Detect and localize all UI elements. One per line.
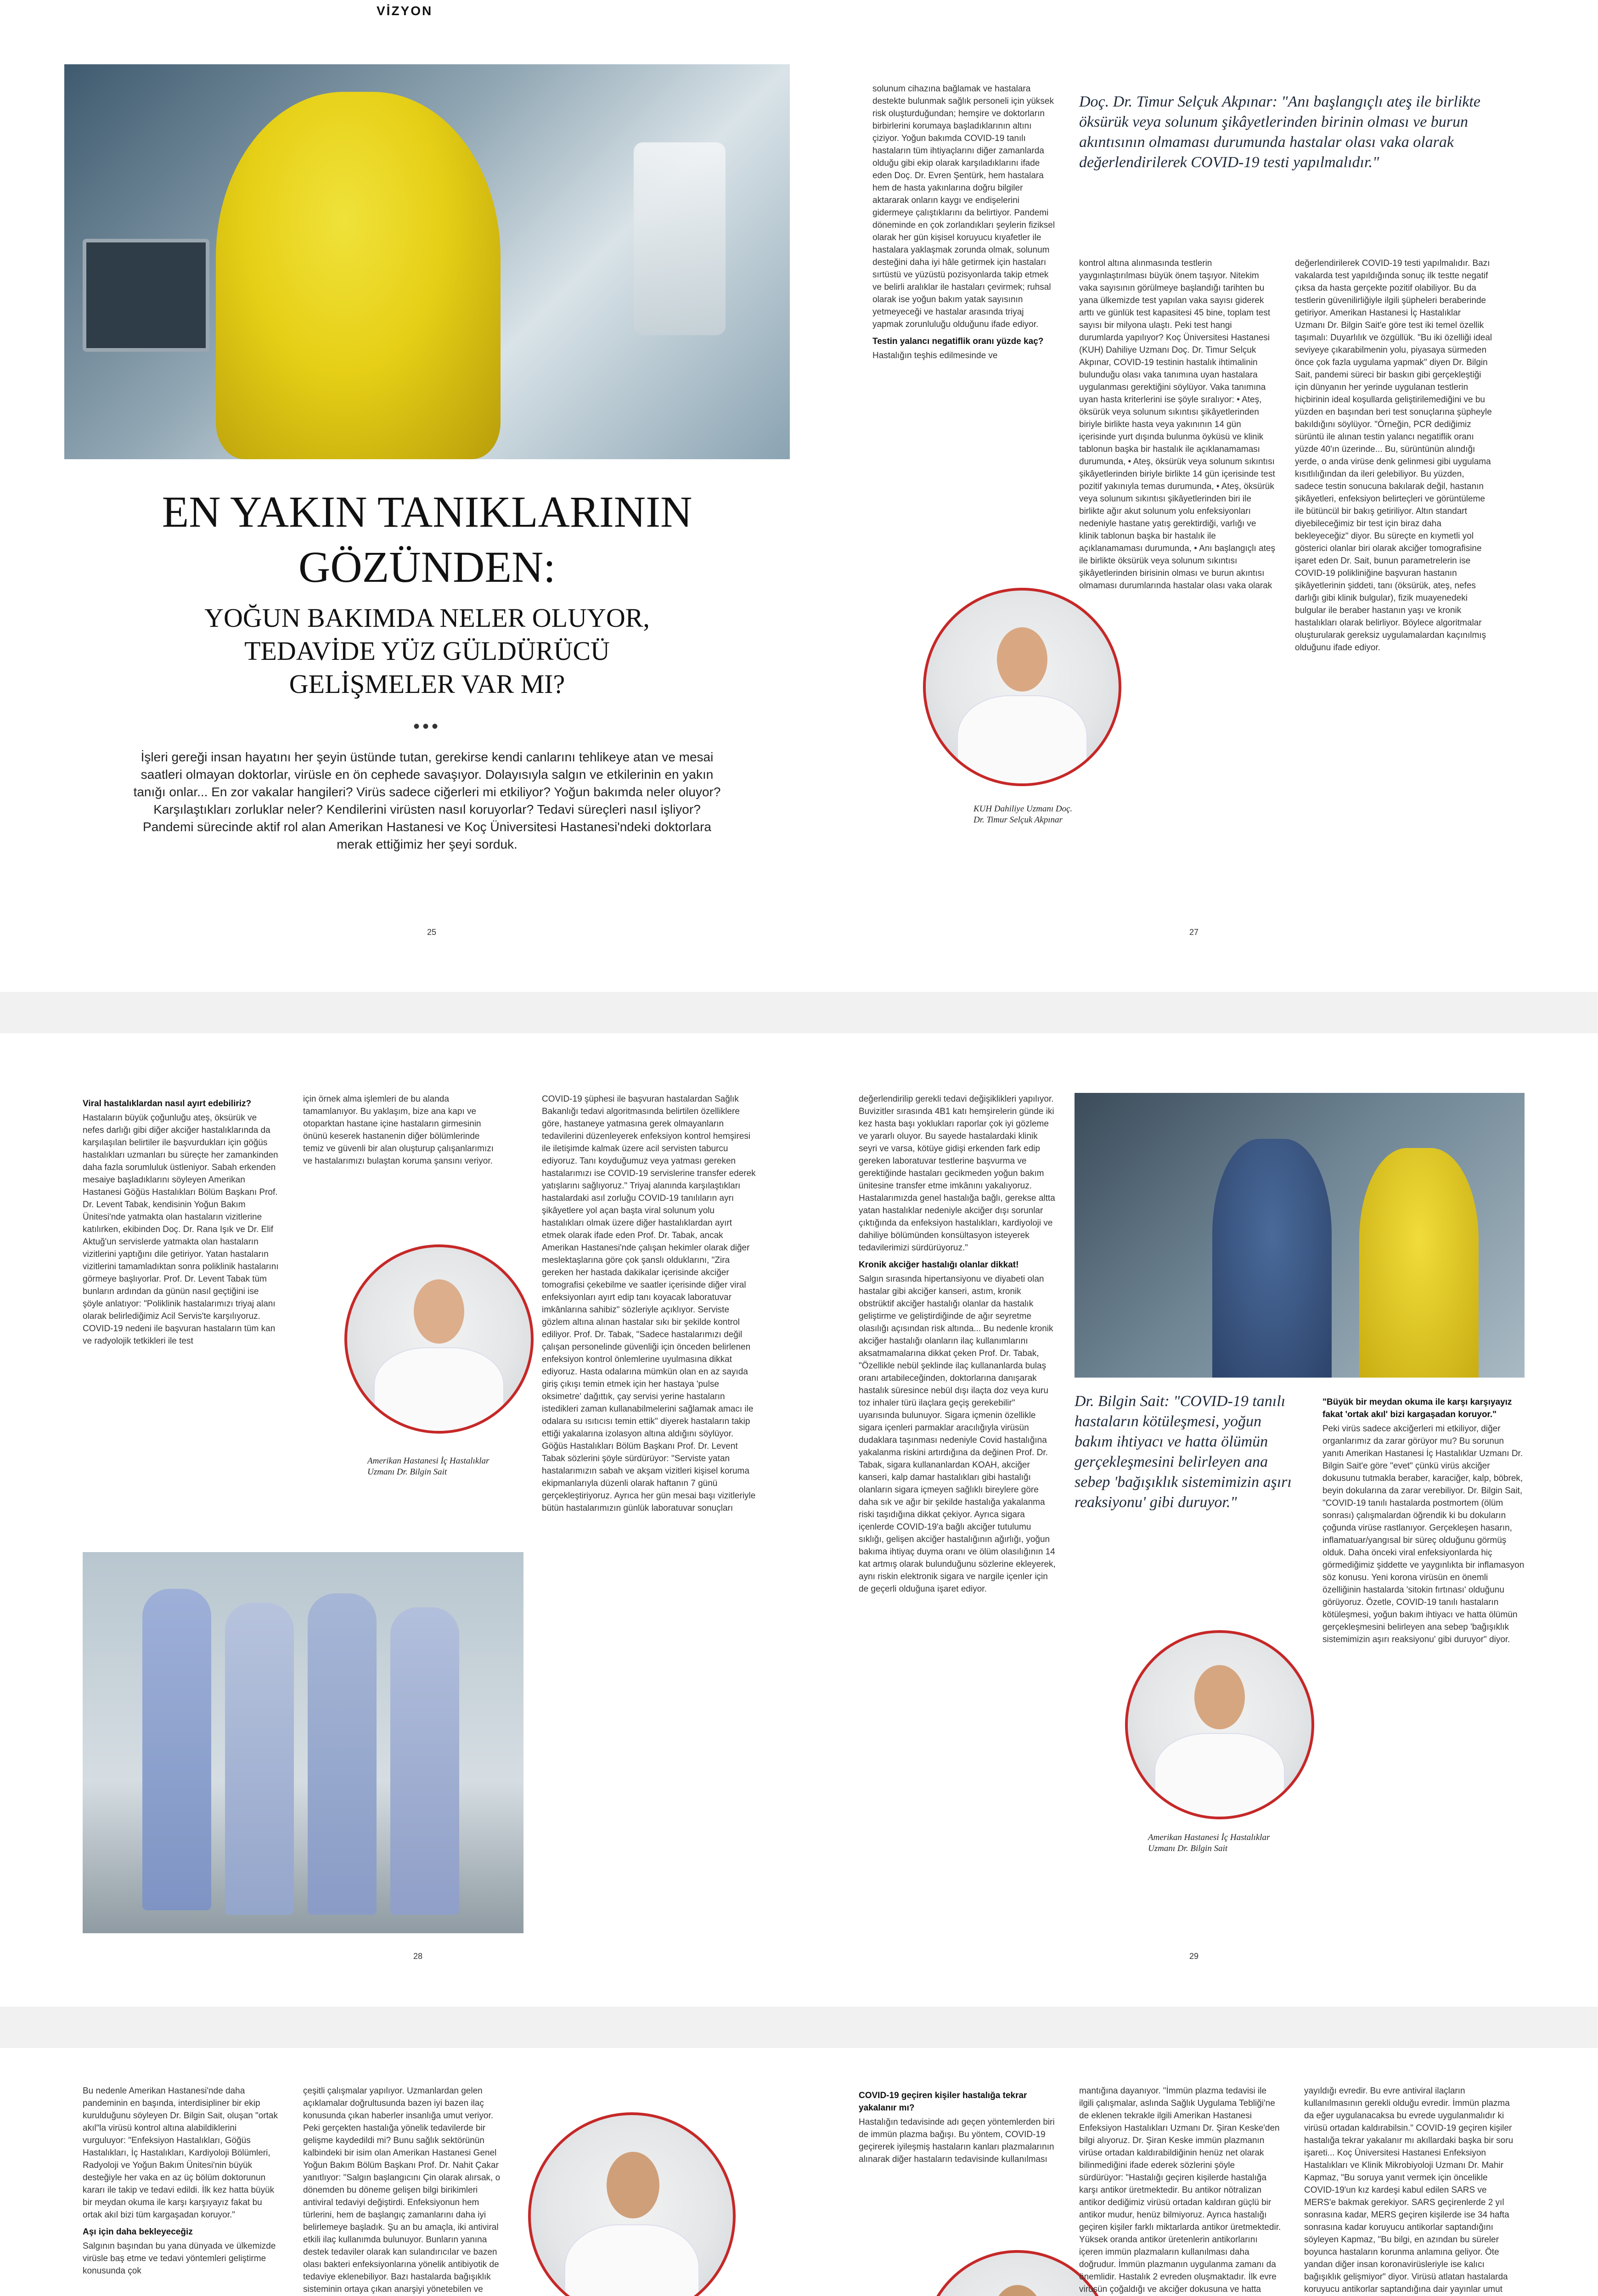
doctor-portrait-kapmaz	[528, 2112, 736, 2296]
article-column	[1322, 1391, 1525, 1942]
portrait-head-shape	[992, 2285, 1043, 2296]
icu-hero-photo	[64, 64, 790, 459]
subheading: Kronik akciğer hastalığı olanlar dikkat!	[859, 1260, 1019, 1270]
article-column	[1304, 2085, 1520, 2296]
spread-pages-25-27	[64, 28, 1543, 983]
article-title-line1: EN YAKIN TANIKLARININ	[162, 487, 692, 536]
portrait-coat-shape	[375, 1348, 503, 1434]
medical-team-ppe-photo	[83, 1552, 523, 1933]
page-number-left: 25	[427, 928, 437, 937]
doctor-figure	[216, 92, 501, 459]
person-ppe-2	[225, 1603, 294, 1915]
portrait-caption: Amerikan Hastanesi İç Hastalıklar Uzmanı Dr. Bilgin Sait	[1148, 1833, 1270, 1853]
spread-gap	[0, 2007, 1598, 2048]
person-ppe-4	[390, 1607, 459, 1915]
person-ppe-1	[142, 1589, 211, 1910]
article-column	[859, 1093, 1056, 1938]
paragraph: çeşitli çalışmalar yapılıyor. Uzmanlardan gelen açıklamalar doğrultusunda bazen iyi bazen ilaç konusunda çıkan haberler insanlığa umut veriyor. Peki gerçekten hastalığa yönelik tedavilerde bir gelişme kaydedildi mi? Bunu sağlık sektörünün kalbindeki bir isim olan Amerikan Hastanesi Genel Yoğun Bakım Bölüm Başkanı Prof. Dr. Nahit Çakar yanıtlıyor: "Salgın başlangıcını Çin olarak alırsak, o dönemden bu döneme gelişen bilgi birikimleri antiviral tedaviyi değiştirdi. Enfeksiyonun hem türlerini, hem de başlangıç zamanlarını daha iyi belirlemeye başladık. Şu an bu amaçla, iki antiviral etkili ilaç kullanımda bulunuyor. Bunların yanına destek tedaviler olarak kan sulandırıcılar ve bazen olası bakteri enfeksiyonlarına yönelik antibiyotik de tedaviye eklenebiliyor. Bazı hastalarda bağışıklık sisteminin ortaya çıkan anarşiyi yönetebilen ve	[303, 2086, 501, 2294]
portrait-coat-shape	[958, 696, 1086, 786]
doctor-portrait-sait	[1125, 1630, 1314, 1819]
spread-pages-30-31	[64, 2066, 1543, 2296]
paragraph: değerlendirilerek COVID-19 testi yapılmalıdır. Bazı vakalarda test yapıldığında sonuç ilk testte negatif çıksa da hasta gerçekte pozitif olabiliyor. Bu da testlerin güvenilirliğiyle ilgili şüpheleri beraberinde getiriyor. Amerikan Hastanesi İç Hastalıklar Uzmanı Dr. Bilgin Sait'e göre test iki temel özellik taşımalı: Duyarlılık ve özgüllük. "Bu iki özelliği ideal seviyeye çıkarabilmenin yolu, piyasaya sürmeden önce çok fazla uygulama yapmak" diyen Dr. Bilgin Sait, pandemi süreci bir baskın gibi gerçekleştiği için dünyanın her yerinde uygulanan testlerin hiçbirinin ideal koşullarda geliştirilemediğini ve bu yüzden en başından beri test sonuçlarına şüpheyle bakıldığını söylüyor. "Örneğin, PCR dediğimiz sürüntü ile alınan testin yalancı negatiflik oranı yüzde 40'ın üzerinde... Bu, sürüntünün alındığı yerde, o anda virüse denk gelinmesi gibi uygulama kısıtlılığından da ileri gelebiliyor. Bu yüzden, sadece testin sonucuna bakılarak değil, hastanın şikâyetleri, enfeksiyon belirteçleri ve görüntüleme ile bütüncül bir bakış getiriliyor. Altın standart diyebileceğimiz bir test için biraz daha bekleyeceğiz" diyor. Bu süreçte en kıymetli yol gösterici olanlar biri olarak akciğer tomografisine işaret eden Dr. Sait, bunun parametrelerin ise COVID-19 polikliniğine başvuran hastanın şikâyetlerinin şiddeti, tanı (öksürük, ateş, nefes darlığı gibi klinik bulgular), fizik muayenedeki bulgular ile beraber hastanın yaşı ve kronik hastalıkları olarak belirliyor. Böylece algoritmalar oluşturularak gereksiz uygulamalardan kaçınılmış olduğunu ifade ediyor.	[1295, 259, 1492, 653]
article-column	[1079, 257, 1277, 928]
article-column	[542, 1093, 758, 1933]
article-column	[83, 2085, 280, 2296]
subheading: Viral hastalıklardan nasıl ayırt edebiliriz?	[83, 1099, 252, 1109]
subheading: Aşı için daha bekleyeceğiz	[83, 2227, 193, 2237]
page-number-right: 29	[1189, 1952, 1199, 1961]
subheading: "Büyük bir meydan okuma ile karşı karşıyayız fakat 'ortak akıl' bizi kargaşadan koruyor."	[1322, 1397, 1512, 1419]
paragraph: yayıldığı evredir. Bu evre antiviral ilaçların kullanılmasının gerekli olduğu evredir. İmmün plazma da eğer uygulanacaksa bu evrede uygulanmalıdır ki virüsü ortadan kaldırabilsin." COVID-19 geçiren kişiler hastalığa tekrar yakalanır mı akıllardaki başka bir soru işareti... Koç Üniversitesi Hastanesi Enfeksiyon Hastalıkları ve Klinik Mikrobiyoloji Uzmanı Dr. Mahir Kapmaz, "Bu soruya yanıt vermek için öncelikle COVID-19'un kız kardeşi kabul edilen SARS ve MERS'e bakmak gerekiyor. SARS geçirenlerde 2 yıl sonrasına kadar, MERS geçiren kişilerde ise 34 hafta sonrasına kadar koruyucu antikorlar saptandığını söyleyen Kapmaz, "Bu bilgi, en azından bu süreler boyunca hastaların korunma anlamına geliyor. Öte yandan diğer insan koronavirüsleriyle ise kalıcı bağışıklık gelişmiyor" diyor. Virüsü atlatan hastalarda koruyucu antikorlar saptandığına dair yayınlar umut	[1304, 2086, 1514, 2294]
paragraph: Hastalığın teşhis edilmesinde ve	[872, 351, 998, 360]
page-number-left: 28	[413, 1952, 423, 1961]
portrait-head-shape	[414, 1279, 464, 1344]
portrait-head-shape	[607, 2152, 659, 2218]
spread-gap	[0, 992, 1598, 1033]
monitor-shape	[83, 239, 209, 352]
article-column	[83, 1093, 280, 1557]
portrait-head-shape	[1194, 1665, 1245, 1729]
doctor-portrait-akpinar	[923, 588, 1121, 786]
doctor-portrait-tabak	[344, 1244, 534, 1434]
pull-quote: Doç. Dr. Timur Selçuk Akpınar: "Anı başlangıçlı ateş ile birlikte öksürük veya solunum şikâyetlerinden birinin olması ve burun akıntısının olmaması durumunda hastalar olası vaka olarak değerlendirilerek COVID-19 testi yapılmalıdır."	[1079, 93, 1480, 171]
spread-pages-28-29	[64, 1052, 1543, 1998]
title-dots: •••	[413, 716, 441, 737]
portrait-coat-shape	[1155, 1734, 1284, 1819]
portrait-coat-shape	[565, 2225, 698, 2296]
paragraph: mantığına dayanıyor. "İmmün plazma tedavisi ile ilgili çalışmalar, aslında Sağlık Uygulama Tebliği'ne de eklenen tekrakle ilgili Amerikan Hastanesi Enfeksiyon Hastalıkları Uzmanı Dr. Şiran Keske'den bilgi alıyoruz. Dr. Şiran Keske immün plazmanın virüse ortadan kaldırabildiğinin henüz net olarak bilinmediğini ifade ederek sözlerini şöyle sürdürüyor: "Hastalığı geçiren kişilerde hastalığa karşı antikor üretmektedir. Bu antikor nötralizan antikor dediğimiz virüsü ortadan kaldıran güçlü bir antikor mudur, henüz bilmiyoruz. Ayrıca hastalığı geçiren kişiler farklı miktarlarda antikor üretmektedir. Yüksek oranda antikor üretenlerin antikorlarını içeren immün plazmaların kullanılması daha doğrudur. İmmün plazmanın uygulanma zamanı da önemlidir. Hastalık 2 evreden oluşmaktadır. İlk evre virüsün çoğaldığı ve akciğer dokusuna ve hatta	[1079, 2086, 1281, 2294]
paragraph: için örnek alma işlemleri de bu alanda tamamlanıyor. Bu yaklaşım, bize ana kapı ve otoparktan hastane içine hastaların girmesinin önünü keserek hastanenin diğer bölümlerinde temiz ve güvenli bir alan oluşturup çalışanlarımızı ve hastalarımızı bulaştan koruma şansını veriyor.	[303, 1094, 494, 1166]
portrait-head-shape	[997, 627, 1047, 692]
article-column	[1295, 257, 1492, 928]
article-column	[859, 2085, 1056, 2250]
paragraph: değerlendirilip gerekli tedavi değişiklikleri yapılıyor. Buvizitler sırasında 4B1 katı hemşirelerin günde iki kez hasta başı yoklukları raporlar çok iyi gözleme ve yararlı oluyor. Bu sayede hastalardaki klinik seyri ve varsa, kötüye gidişi erkenden fark edip gereken laboratuvar testlerine başvurma ve gerektiğinde hastaları gecikmeden yoğun bakım ünitesine transfer etme imkânını yakalıyoruz. Hastalarımızda genel hastalığa bağlı, gerekse altta yatan hastalıklar nedeniyle akciğer dışı sorunlar çıktığında da enfeksiyon hastalıkları, kardiyoloji ve dahiliye bölümünden konsültasyon isteyerek tedavilerimizi sürdürüyoruz."	[859, 1094, 1055, 1253]
pull-quote: Dr. Bilgin Sait: "COVID-19 tanılı hastaların kötüleşmesi, yoğun bakım ihtiyacı ve hatta ölümün gerçekleşmesini belirleyen ana sebep 'bağışıklık sistemimizin aşırı reaksiyonu' gibi duruyor."	[1075, 1393, 1292, 1511]
article-subtitle: YOĞUN BAKIMDA NELER OLUYOR, TEDAVİDE YÜZ GÜLDÜRÜCÜ GELİŞMELER VAR MI?	[204, 603, 650, 699]
magazine-name: VİZYON	[377, 4, 433, 18]
doctor-figure-yellow	[1359, 1148, 1479, 1378]
paragraph: Peki virüs sadece akciğerleri mi etkiliyor, diğer organlarımız da zarar görüyor mu? Bu sorunun yanıtı Amerikan Hastanesi İç Hastalıklar Uzmanı Dr. Bilgin Sait'e göre "evet" çünkü virüs akciğer dokusunu tutmakla beraber, karaciğer, kalp, böbrek, beyin dokularına da zarar verebiliyor. Dr. Bilgin Sait, "COVID-19 tanılı hastalarda postmortem (ölüm sonrası) çalışmalardan öğrendik ki bu dokuların çoğunda virüse rastlanıyor. Gerçekleşen hasarın, inflamatuar/yangısal bir süreç olduğunu görmüş olduk. Daha önceki viral enfeksiyonlarda hiç görmediğimiz şiddette ve yaygınlıkta bir inflamasyon söz konusu. Yeni korona virüsün en önemli özelliğinin hastalarda 'sitokin fırtınası' olduğunu görüyoruz. Özetle, COVID-19 tanılı hastaların kötüleşmesi, yoğun bakım ihtiyacı ve hatta ölümün gerçekleşmesini belirleyen ana sebep 'bağışıklık sistemimizin aşırı reaksiyonu' gibi duruyor" diyor.	[1322, 1424, 1525, 1644]
portrait-caption: KUH Dahiliye Uzmanı Doç. Dr. Timur Selçuk Akpınar	[973, 804, 1073, 825]
subheading: COVID-19 geçiren kişiler hastalığa tekrar yakalanır mı?	[859, 2091, 1027, 2113]
paragraph: solunum cihazına bağlamak ve hastalara destekte bulunmak sağlık personeli için yüksek risk oluşturduğundan; hemşire ve doktorların birbirlerini korumaya başladıklarının altını çiziyor. Yoğun bakımda COVID-19 tanılı hastaların tüm ihtiyaçlarını diğer zamanlarda olduğu gibi ekip olarak karşıladıklarını ifade eden Doç. Dr. Evren Şentürk, hem hastalara hem de hasta yakınlarına doğru bilgiler aktararak onların kaygı ve endişelerini gidermeye çalıştıklarını da belirtiyor. Pandemi döneminde en çok zorlandıkları şeylerin fiziksel olarak her gün kişisel koruyucu kıyafetler ile hastalara yaklaşmak zorunda olmak, solunum desteğini daha iyi hâle getirmek için hastaları sırtüstü ve yüzüstü pozisyonlarda takip etmek ve belirli aralıklar ile hastaları çevirmek; ruhsal olarak ise yoğun bakım yatak sayısının yetmeyeceği ve hastalar arasında triyaj yapmak zorunluluğu olduğunu ifade ediyor.	[872, 84, 1055, 329]
doctors-in-ppe-photo	[1075, 1093, 1525, 1378]
paragraph: Hastalığın tedavisinde adı geçen yöntemlerden biri de immün plazma bağışı. Bu yöntem, COVID-19 geçirerek iyileşmiş hastaların kanları plazmalarının alınarak diğer hastaların tedavisinde kullanılması	[859, 2117, 1055, 2164]
paragraph: COVID-19 şüphesi ile başvuran hastalardan Sağlık Bakanlığı tedavi algoritmasında belirtilen özelliklere göre, hastaneye yatmasına gerek olmayanların tedavilerini düzenleyerek enfeksiyon kontrol hemşiresi ile iletişimde kalmak üzere acil servisten taburcu ediyoruz. Tanı koyduğumuz veya yatması gereken hastalarımızı ise COVID-19 servislerine transfer ederek yatışlarını sağlıyoruz." Triyaj alanında karşılaştıkları hastalardaki asıl zorluğu COVID-19 tanılıların ayrı şikâyetlere yol açan başta viral solunum yolu hastalıkları olmak üzere diğer hastalıklardan ayırt etmek olarak ifade eden Prof. Dr. Tabak, ancak Amerikan Hastanesi'nde çalışan hekimler olarak diğer meslektaşlarına göre çok şanslı olduklarını, "Zira gereken her hastada dakikalar içerisinde akciğer tomografisi çekebilme ve saatler içerisinde diğer viral enfeksiyonları ayırt edip tanı koyacak laboratuvar imkânlarına sahibiz" sözleriyle açıklıyor. Serviste gözlem altına alınan hastalar sıkı bir şekilde kontrol ediliyor. Prof. Dr. Tabak, "Sadece hastalarımızı değil çalışan personelinde güvenliği için önceden belirlenen enfeksiyon kontrol önlemlerine uyulmasına dikkat ediyoruz. Hasta odalarına mümkün olan en az sayıda giriş çıkışı temin etmek için her hastaya 'pulse oksimetre' dağıttık, çay servisi yerine hastaların istedikleri zaman kullanabilmelerini sağlamak amacı ile odalara su ısıtıcısı temin ettik" diyerek hastaların takip ettiği yakalarına izolasyon altına aldığını söylüyor. Göğüs Hastalıkları Bölüm Başkanı Prof. Dr. Levent Tabak sözlerini şöyle sürdürüyor: "Serviste yatan hastalarımızın sabah ve akşam vizitleri kişisel koruma ekipmanlarıyla düzenli olarak haftanın 7 günü gerçekleştiriyoruz. Ayrıca her gün mesai başı vizitleriyle bütün hastalarımızın günlük laboratuvar sonuçları	[542, 1094, 756, 1513]
intro-paragraph: İşleri gereği insan hayatını her şeyin üstünde tutan, gerekirse kendi canlarını tehlikeye atan ve mesai saatleri olmayan doktorlar, virüsle en ön cephede savaşıyor. Dolayısıyla salgın ve etkilerinin en yakın tanığı onlar... En zor vakalar hangileri? Virüs sadece ciğerleri mi etkiliyor? Yoğun bakımda neler oluyor? Karşılaştıkları zorluklar neler? Kendilerini virüsten nasıl koruyorlar? Tedavi süreçleri nasıl işliyor? Pandemi sürecinde aktif rol alan Amerikan Hastanesi ve Koç Üniversitesi Hastanesi'ndeki doktorlara merak ettiğimiz her şeyi sorduk.	[133, 750, 721, 851]
page-number-right: 27	[1189, 928, 1199, 937]
paragraph: Salgının başından bu yana dünyada ve ülkemizde virüsle baş etme ve tedavi yöntemleri geliştirme konusunda çok	[83, 2241, 276, 2276]
article-column	[1079, 2085, 1281, 2296]
doctor-figure-blue	[1212, 1139, 1332, 1378]
subheading: Testin yalancı negatiflik oranı yüzde kaç?	[872, 337, 1044, 346]
article-title-line2: GÖZÜNDEN:	[298, 542, 556, 591]
paragraph: kontrol altına alınmasında testlerin yaygınlaştırılması büyük önem taşıyor. Nitekim vaka sayısının görülmeye başlandığı tarihten bu yana ülkemizde test yapılan vaka sayısı giderek arttı ve günlük test kapasitesi 45 bine, toplam test sayısı bir milyona ulaştı. Peki test hangi durumlarda yapılıyor? Koç Üniversitesi Hastanesi (KUH) Dahiliye Uzmanı Doç. Dr. Timur Selçuk Akpınar, COVID-19 testinin hastalık ihtimalinin bulunduğu olası vaka tanımına uyan hastalara uygulanması gerektiğini söylüyor. Vaka tanımına uyan hasta kriterlerini ise şöyle sıralıyor: • Ateş, öksürük veya solunum sıkıntısı şikâyetlerinden biriyle birlikte hasta veya yakınının 14 gün içerisinde yurt dışında bulunma öyküsü ve klinik tablonun başka bir hastalık ile açıklanamaması durumunda, • Ateş, öksürük veya solunum sıkıntısı şikâyetlerinden biriyle birlikte 14 gün içerisinde test pozitif yakınıyla temas durumunda, • Ateş, öksürük veya solunum sıkıntısı şikâyetlerinden biri ile birlikte ağır akut solunum yolu enfeksiyonları nedeniyle hastane yatış gerektirdiği, varlığı ve klinik tablonun başka bir hastalık ile açıklanamaması durumunda, • Anı başlangıçlı ateş ile birlikte öksürük veya solunum sıkıntısı şikâyetlerinden birisinin olması ve burun akıntısı olmaması durumlarında hastalar olası vaka olarak	[1079, 259, 1275, 591]
paragraph: Hastaların büyük çoğunluğu ateş, öksürük ve nefes darlığı gibi diğer akciğer hastalıklarında da karşılaşılan belirtiler ile başvurdukları için göğüs hastalıkları uzmanları bu süreçte her zamankinden daha fazla sorumluluk üstleniyor. Sabah erkenden mesaiye başladıklarını söyleyen Amerikan Hastanesi Göğüs Hastalıkları Bölüm Başkanı Prof. Dr. Levent Tabak, kendisinin Yoğun Bakım Ünitesi'nde yatmakta olan hastaların vizitlerine katılırken, ekibinden Doç. Dr. Rana Işık ve Dr. Elif Aktuğ'un servislerde yatmakta olan hastaların vizitlerini yaptığını dile getiriyor. Yatan hastaların vizitlerini tamamladıktan sonra poliklinik hastalarını görmeye başlıyorlar. Prof. Dr. Levent Tabak tüm bunların ardından da günün nasıl geçtiğini ise şöyle anlatıyor: "Poliklinik hastalarımızı triyaj alanı olarak belirlediğimiz Acil Servis'te karşılıyoruz. COVID-19 nedeni ile başvuran hastaların tüm kan ve radyolojik tetkikleri ile test	[83, 1113, 279, 1346]
paragraph: Bu nedenle Amerikan Hastanesi'nde daha pandeminin en başında, interdisipliner bir ekip kurulduğunu söyleyen Dr. Bilgin Sait, oluşan "ortak akıl"la virüsü kontrol altına alabildiklerini vurguluyor: "Enfeksiyon Hastalıkları, Göğüs Hastalıkları, İç Hastalıkları, Kardiyoloji Bölümleri, Radyoloji ve Yoğun Bakım Ünitesi'nin büyük desteğiyle her vaka en az üç bölüm doktorunun kararı ile takip ve tedavi edildi. İlk kez hatta büyük bir meydan okuma ile karşı karşıyayız fakat bu ortak akıl bizi tüm kargaşadan koruyor."	[83, 2086, 278, 2220]
paragraph: Salgın sırasında hipertansiyonu ve diyabeti olan hastalar gibi akciğer kanseri, astım, kronik obstrüktif akciğer hastalığı olanlar da hastalık geliştirme ve geliştirdiğinde de ağır seyretme olasılığı açısından risk altında... Bu nedenle kronik akciğer hastalığı olanların ilaç kullanımlarını aksatmamalarına dikkat çeken Prof. Dr. Tabak, "Özellikle nebül şeklinde ilaç kullananlarda bulaş oranı artabileceğinden, doktorlarına danışarak hastalık süresince nebül dışı ilaçta doz veya kuru toz inhaler türü ilaçlara geçiş gerekebilir" uyarısında bulunuyor. Sigara içmenin özellikle sigara içenleri parmaklar aracılığıyla virüsün dudaklara taşınması nedeniyle Covid hastalığına yakalanma riskini artırdığına da değinen Prof. Dr. Tabak, sigara kullananlardan KOAH, akciğer kanseri, kalp damar hastalıkları gibi hastalığı olanların sigara içmeyen sağlıklı bireylere göre daha sık ve ağır bir şekilde hastalığa yakalanma riski taşıdığına dikkat çekiyor. Ayrıca sigara içenlerde COVID-19'a bağlı akciğer tutulumu sıklığı, gelişen akciğer hastalığının ağırlığı, yoğun bakıma ihtiyaç duyma oranı ve ölüm olasılığının 14 kat artmış olarak bulunduğunu sözlerine ekleyerek, aynı riskin elektronik sigara ve nargile içenler için de geçerli olduğuna işaret ediyor.	[859, 1274, 1056, 1594]
portrait-caption: Amerikan Hastanesi İç Hastalıklar Uzmanı Dr. Bilgin Sait	[367, 1456, 490, 1477]
person-ppe-3	[308, 1593, 377, 1915]
article-column	[303, 2085, 505, 2296]
iv-bags-shape	[634, 142, 726, 335]
article-column	[303, 1093, 501, 1231]
